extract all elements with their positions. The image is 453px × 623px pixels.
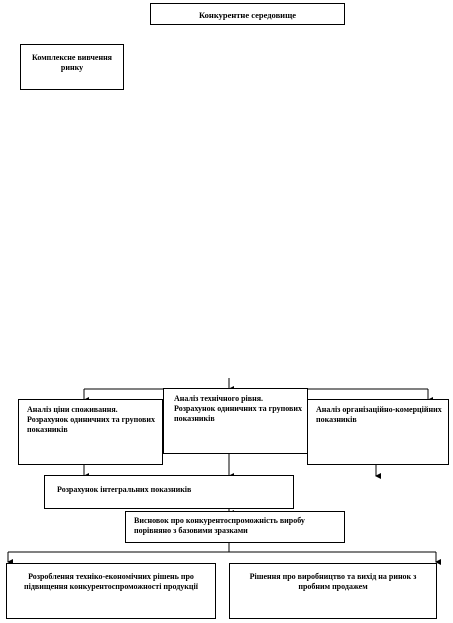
production-box [229,563,437,619]
tech-econ-label: Розроблення техніко-економічних рішень про підвищення конкурентоспроможності продукції [24,572,198,591]
integral-label: Розрахунок інтегральних показників [57,485,192,494]
conclusion-label: Висновок про конкурентоспроможність виробу порівняно з базовими зразками [134,516,305,535]
market-study-box [20,44,124,90]
production-label: Рішення про виробництво та вихід на ринок з пробним продажем [249,572,417,591]
conclusion-box [125,511,345,543]
price-analysis-label: Аналіз ціни споживання. Розрахунок одиничних та групових показників [27,405,155,434]
competitive-environment-box [150,3,345,25]
tech-analysis-label: Аналіз технічного рівня. Розрахунок одиничних та групових показників [174,394,302,423]
diagram-title: Конкурентне середовище [198,10,297,20]
org-analysis-box [307,399,449,465]
tech-econ-box [6,563,216,619]
org-analysis-label: Аналіз організаційно-комерційних показників [316,405,442,424]
tech-analysis-box [163,388,308,454]
market-study-label: Комплексне вивчення ринку [31,53,113,72]
price-analysis-box [18,399,163,465]
integral-box [44,475,294,509]
